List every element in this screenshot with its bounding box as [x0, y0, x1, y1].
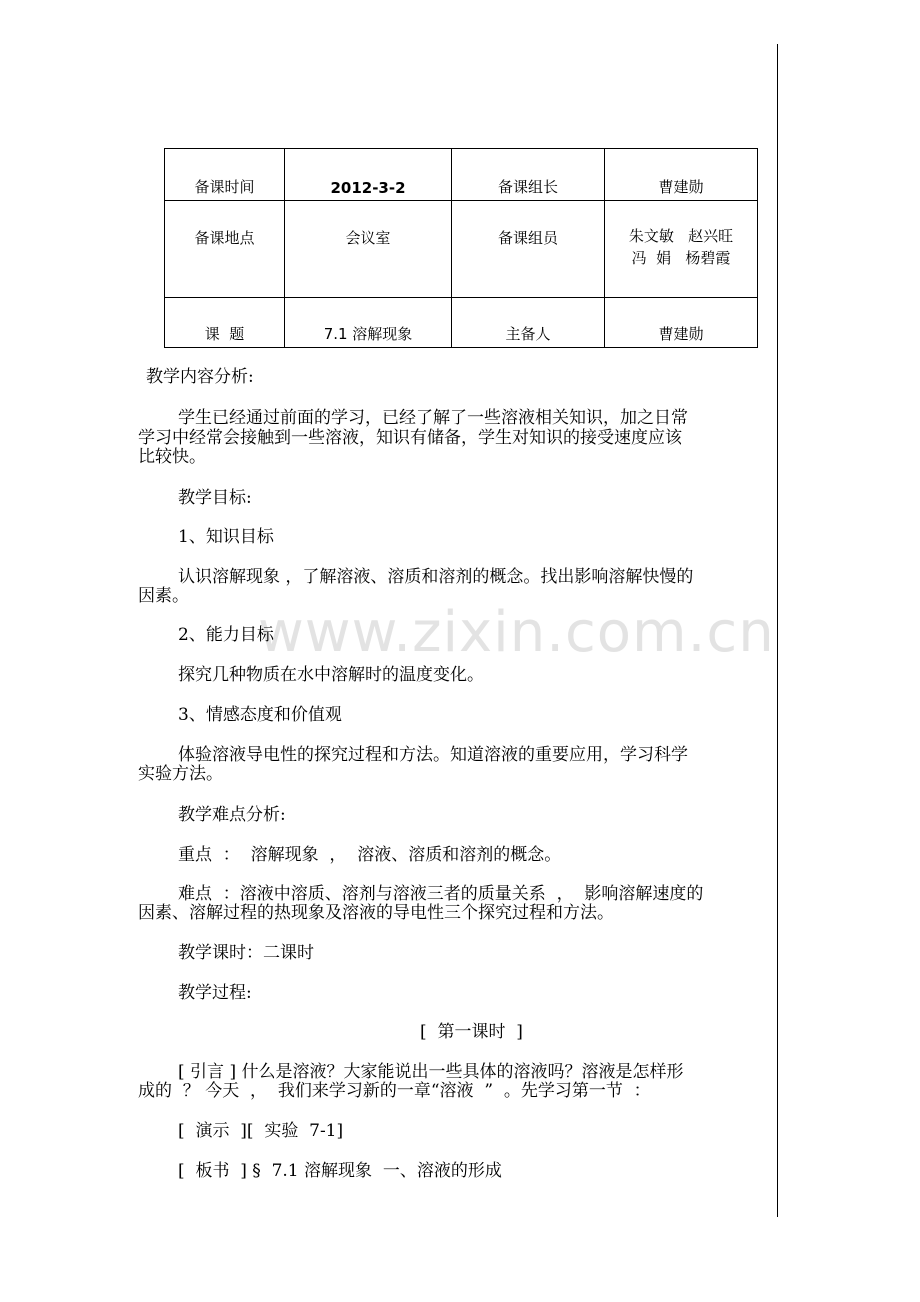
table-cell: 课 题: [165, 298, 285, 348]
table-cell: 7.1 溶解现象: [285, 298, 452, 348]
table-cell: 备课组长: [452, 149, 605, 201]
table-row: [165, 298, 758, 348]
difficulty-heading: 教学难点分析:: [178, 805, 286, 825]
table-cell: 曹建勋: [605, 149, 758, 201]
lesson-title: [ 第一课时 ]: [420, 1022, 523, 1042]
table-cell: 主备人: [452, 298, 605, 348]
goal2-text: 探究几种物质在水中溶解时的温度变化。: [178, 665, 484, 685]
analysis-line-3: 比较快。: [138, 447, 206, 467]
goal3-line-1: 体验溶液导电性的探究过程和方法。知道溶液的重要应用，学习科学: [178, 745, 688, 765]
hard-point-line-1: 难点 ：溶液中溶质、溶剂与溶液三者的质量关系 ， 影响溶解速度的: [178, 884, 704, 904]
key-point: 重点 ： 溶解现象 ， 溶液、溶质和溶剂的概念。: [178, 845, 562, 865]
board-line: [ 板书 ] § 7.1 溶解现象 一、溶液的形成: [178, 1161, 502, 1181]
analysis-heading: 教学内容分析:: [146, 367, 254, 387]
table-cell: 备课地点: [165, 201, 285, 298]
goal2-heading: 2、能力目标: [178, 625, 274, 645]
table-row: [165, 149, 758, 201]
intro-line-2: 成的 ？ 今天 ， 我们来学习新的一章“溶液 ” 。先学习第一节 ：: [138, 1081, 651, 1101]
margin-line: [777, 44, 778, 1217]
goal1-line-1: 认识溶解现象 ，了解溶液、溶质和溶剂的概念。找出影响溶解快慢的: [178, 567, 694, 587]
table-cell: 备课组员: [452, 201, 605, 298]
analysis-line-1: 学生已经通过前面的学习，已经了解了一些溶液相关知识，加之日常: [178, 408, 688, 428]
goal1-line-2: 因素。: [138, 586, 189, 606]
table-cell: 会议室: [285, 201, 452, 298]
members-line-1: 朱文敏 赵兴旺: [628, 227, 734, 245]
watermark: www.zixin.com.cn: [258, 600, 775, 665]
table-cell-members: [605, 201, 758, 298]
process-heading: 教学过程:: [178, 983, 252, 1003]
hard-point-line-2: 因素、溶解过程的热现象及溶液的导电性三个探究过程和方法。: [138, 903, 614, 923]
lesson-info-table: [164, 148, 758, 348]
goal1-heading: 1、知识目标: [178, 527, 274, 547]
intro-line-1: [ 引言 ] 什么是溶液？大家能说出一些具体的溶液吗？溶液是怎样形: [178, 1062, 684, 1082]
goal3-line-2: 实验方法。: [138, 764, 223, 784]
goals-heading: 教学目标:: [178, 488, 252, 508]
lesson-hours: 教学课时：二课时: [178, 943, 314, 963]
analysis-line-2: 学习中经常会接触到一些溶液，知识有储备，学生对知识的接受速度应该: [138, 428, 682, 448]
table-cell: 备课时间: [165, 149, 285, 201]
members-line-2: 冯 娟 杨碧霞: [631, 249, 731, 267]
table-cell: 曹建勋: [605, 298, 758, 348]
table-row: [165, 201, 758, 298]
table-cell-date: 2012-3-2: [285, 149, 452, 201]
goal3-heading: 3、情感态度和价值观: [178, 705, 342, 725]
demo-line: [ 演示 ][ 实验 7-1]: [178, 1121, 344, 1141]
